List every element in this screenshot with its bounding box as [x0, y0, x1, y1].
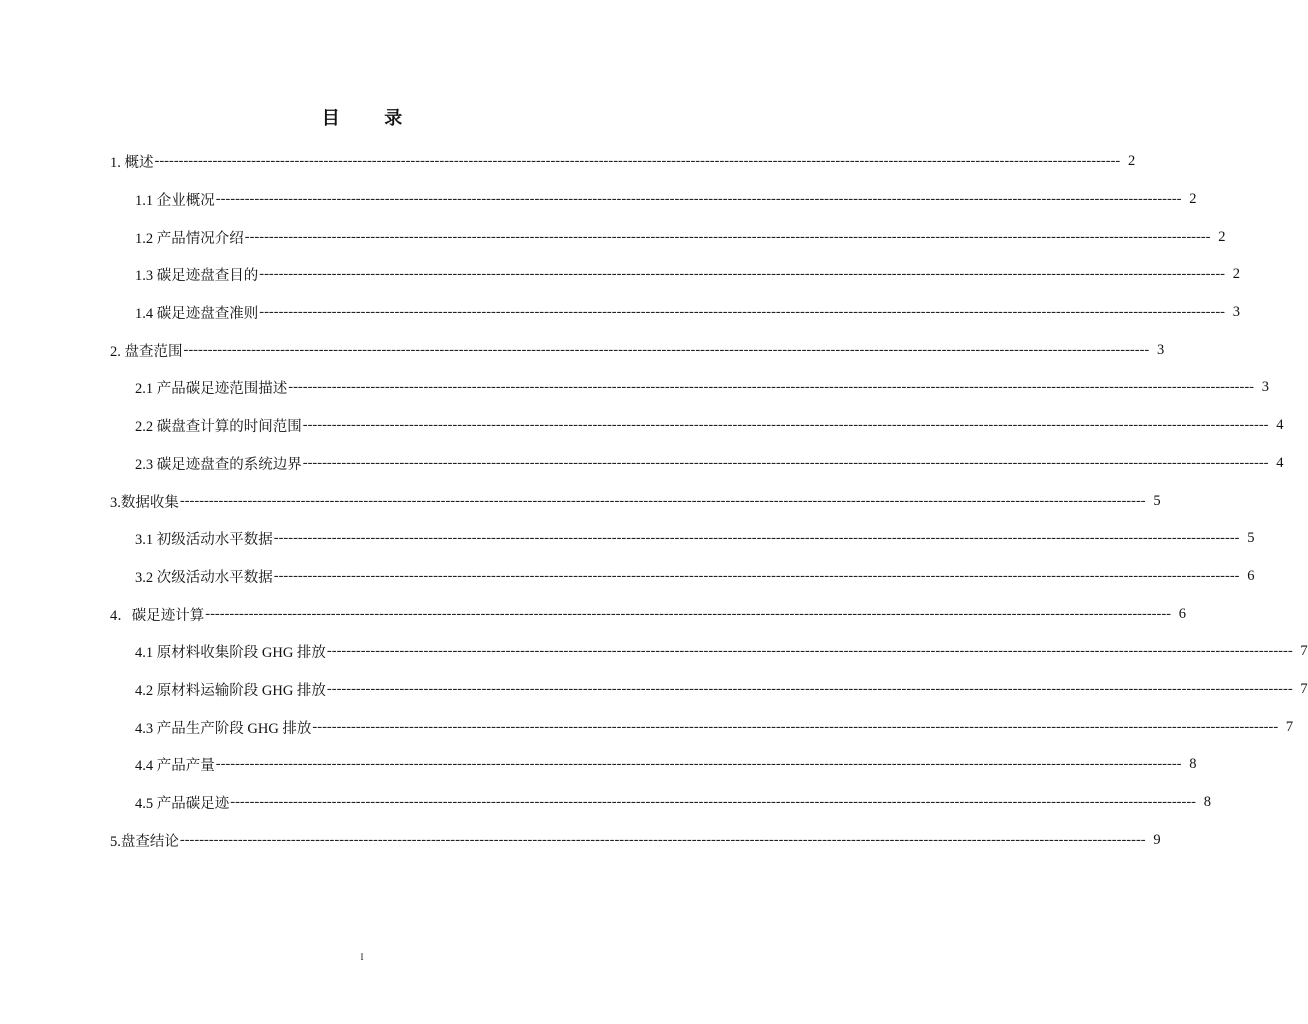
toc-entry-page: 5	[1153, 492, 1161, 509]
toc-entry-title: 5.盘查结论	[110, 833, 179, 850]
toc-entry-title: 2.3 碳足迹盘查的系统边界	[135, 456, 302, 473]
toc-entry-title: 1.4 碳足迹盘查准则	[135, 306, 259, 323]
toc-entry[interactable]	[0, 821, 1161, 859]
toc-dot-leader: --------------------------------------------------------------------------------------------------------------------------------------------------------------------------------------------------------	[288, 379, 1254, 396]
toc-entry-page: 2	[1127, 153, 1136, 170]
toc-entry[interactable]	[0, 746, 1197, 784]
toc-dot-leader: --------------------------------------------------------------------------------------------------------------------------------------------------------------------------------------------------------	[183, 341, 1150, 358]
toc-entry-title: 1.1 企业概况	[135, 193, 215, 210]
toc-dot-leader: --------------------------------------------------------------------------------------------------------------------------------------------------------------------------------------------------------	[244, 228, 1211, 245]
toc-entry[interactable]	[0, 671, 1308, 709]
toc-entry-page: 2	[1189, 191, 1197, 208]
toc-entry-title: 4.2 原材料运输阶段 GHG 排放	[135, 682, 326, 699]
toc-entry-title: 1.3 碳足迹盘查目的	[135, 268, 259, 285]
toc-entry[interactable]	[0, 218, 1226, 256]
toc-entry-page: 6	[1178, 605, 1186, 622]
page-title: 目 录	[321, 108, 423, 128]
toc-dot-leader: --------------------------------------------------------------------------------------------------------------------------------------------------------------------------------------------------------	[230, 794, 1196, 811]
toc-entry[interactable]	[0, 784, 1211, 822]
toc-entry-title: 3.2 次级活动水平数据	[135, 569, 273, 586]
toc-entry[interactable]	[0, 633, 1308, 671]
toc-entry-page: 3	[1156, 341, 1165, 358]
toc-entry[interactable]	[0, 256, 1240, 294]
toc-dot-leader: --------------------------------------------------------------------------------------------------------------------------------------------------------------------------------------------------------	[179, 492, 1146, 509]
table-of-contents	[0, 143, 1308, 859]
toc-entry-page: 7	[1300, 680, 1308, 697]
toc-entry-page: 2	[1232, 266, 1240, 283]
toc-entry-page: 4	[1276, 417, 1284, 434]
toc-entry-page: 6	[1247, 567, 1255, 584]
toc-entry-page: 2	[1218, 228, 1226, 245]
toc-entry[interactable]	[0, 445, 1284, 483]
toc-dot-leader: --------------------------------------------------------------------------------------------------------------------------------------------------------------------------------------------------------	[215, 191, 1182, 208]
toc-entry[interactable]	[0, 331, 1165, 369]
toc-entry[interactable]	[0, 181, 1197, 219]
toc-entry-title: 3.数据收集	[110, 494, 179, 511]
toc-entry-title: 1.2 产品情况介绍	[135, 230, 244, 247]
toc-entry-page: 4	[1276, 454, 1284, 471]
toc-entry[interactable]	[0, 143, 1136, 181]
toc-dot-leader: --------------------------------------------------------------------------------------------------------------------------------------------------------------------------------------------------------	[259, 304, 1225, 321]
toc-entry-title: 2. 盘查范围	[110, 343, 183, 360]
toc-entry[interactable]	[0, 482, 1161, 520]
toc-entry-page: 3	[1232, 304, 1240, 321]
toc-dot-leader: --------------------------------------------------------------------------------------------------------------------------------------------------------------------------------------------------------	[215, 756, 1182, 773]
toc-entry-page: 8	[1203, 794, 1211, 811]
toc-dot-leader: --------------------------------------------------------------------------------------------------------------------------------------------------------------------------------------------------------	[312, 718, 1279, 735]
toc-entry-title: 1. 概述	[110, 155, 154, 172]
toc-entry-title: 4.3 产品生产阶段 GHG 排放	[135, 720, 312, 737]
toc-entry-title: 4.5 产品碳足迹	[135, 796, 230, 813]
toc-entry[interactable]	[0, 558, 1255, 596]
toc-dot-leader: --------------------------------------------------------------------------------------------------------------------------------------------------------------------------------------------------------	[326, 680, 1293, 697]
page-number: I	[360, 952, 364, 962]
toc-entry-page: 5	[1247, 530, 1255, 547]
toc-dot-leader: --------------------------------------------------------------------------------------------------------------------------------------------------------------------------------------------------------	[259, 266, 1225, 283]
toc-entry[interactable]	[0, 407, 1284, 445]
toc-dot-leader: --------------------------------------------------------------------------------------------------------------------------------------------------------------------------------------------------------	[326, 643, 1293, 660]
toc-dot-leader: --------------------------------------------------------------------------------------------------------------------------------------------------------------------------------------------------------	[179, 831, 1146, 848]
toc-entry-title: 3.1 初级活动水平数据	[135, 532, 273, 549]
toc-entry[interactable]	[0, 708, 1294, 746]
toc-entry[interactable]	[0, 520, 1255, 558]
toc-dot-leader: --------------------------------------------------------------------------------------------------------------------------------------------------------------------------------------------------------	[273, 530, 1240, 547]
toc-entry-title: 4.1 原材料收集阶段 GHG 排放	[135, 645, 326, 662]
toc-entry-title: 2.2 碳盘查计算的时间范围	[135, 419, 302, 436]
toc-entry[interactable]	[0, 595, 1186, 633]
toc-entry-page: 7	[1285, 718, 1294, 735]
toc-entry-title: 2.1 产品碳足迹范围描述	[135, 381, 288, 398]
toc-dot-leader: --------------------------------------------------------------------------------------------------------------------------------------------------------------------------------------------------------	[302, 454, 1269, 471]
toc-entry-page: 7	[1300, 643, 1308, 660]
toc-dot-leader: --------------------------------------------------------------------------------------------------------------------------------------------------------------------------------------------------------	[154, 153, 1121, 170]
toc-entry-page: 8	[1189, 756, 1197, 773]
toc-entry[interactable]	[0, 294, 1240, 332]
toc-entry-title: 4.4 产品产量	[135, 758, 215, 775]
toc-entry[interactable]	[0, 369, 1269, 407]
toc-dot-leader: --------------------------------------------------------------------------------------------------------------------------------------------------------------------------------------------------------	[205, 605, 1171, 622]
toc-entry-title: 4．碳足迹计算	[110, 607, 205, 624]
toc-dot-leader: --------------------------------------------------------------------------------------------------------------------------------------------------------------------------------------------------------	[302, 417, 1269, 434]
toc-entry-page: 9	[1153, 831, 1161, 848]
toc-dot-leader: --------------------------------------------------------------------------------------------------------------------------------------------------------------------------------------------------------	[273, 567, 1240, 584]
toc-entry-page: 3	[1261, 379, 1269, 396]
